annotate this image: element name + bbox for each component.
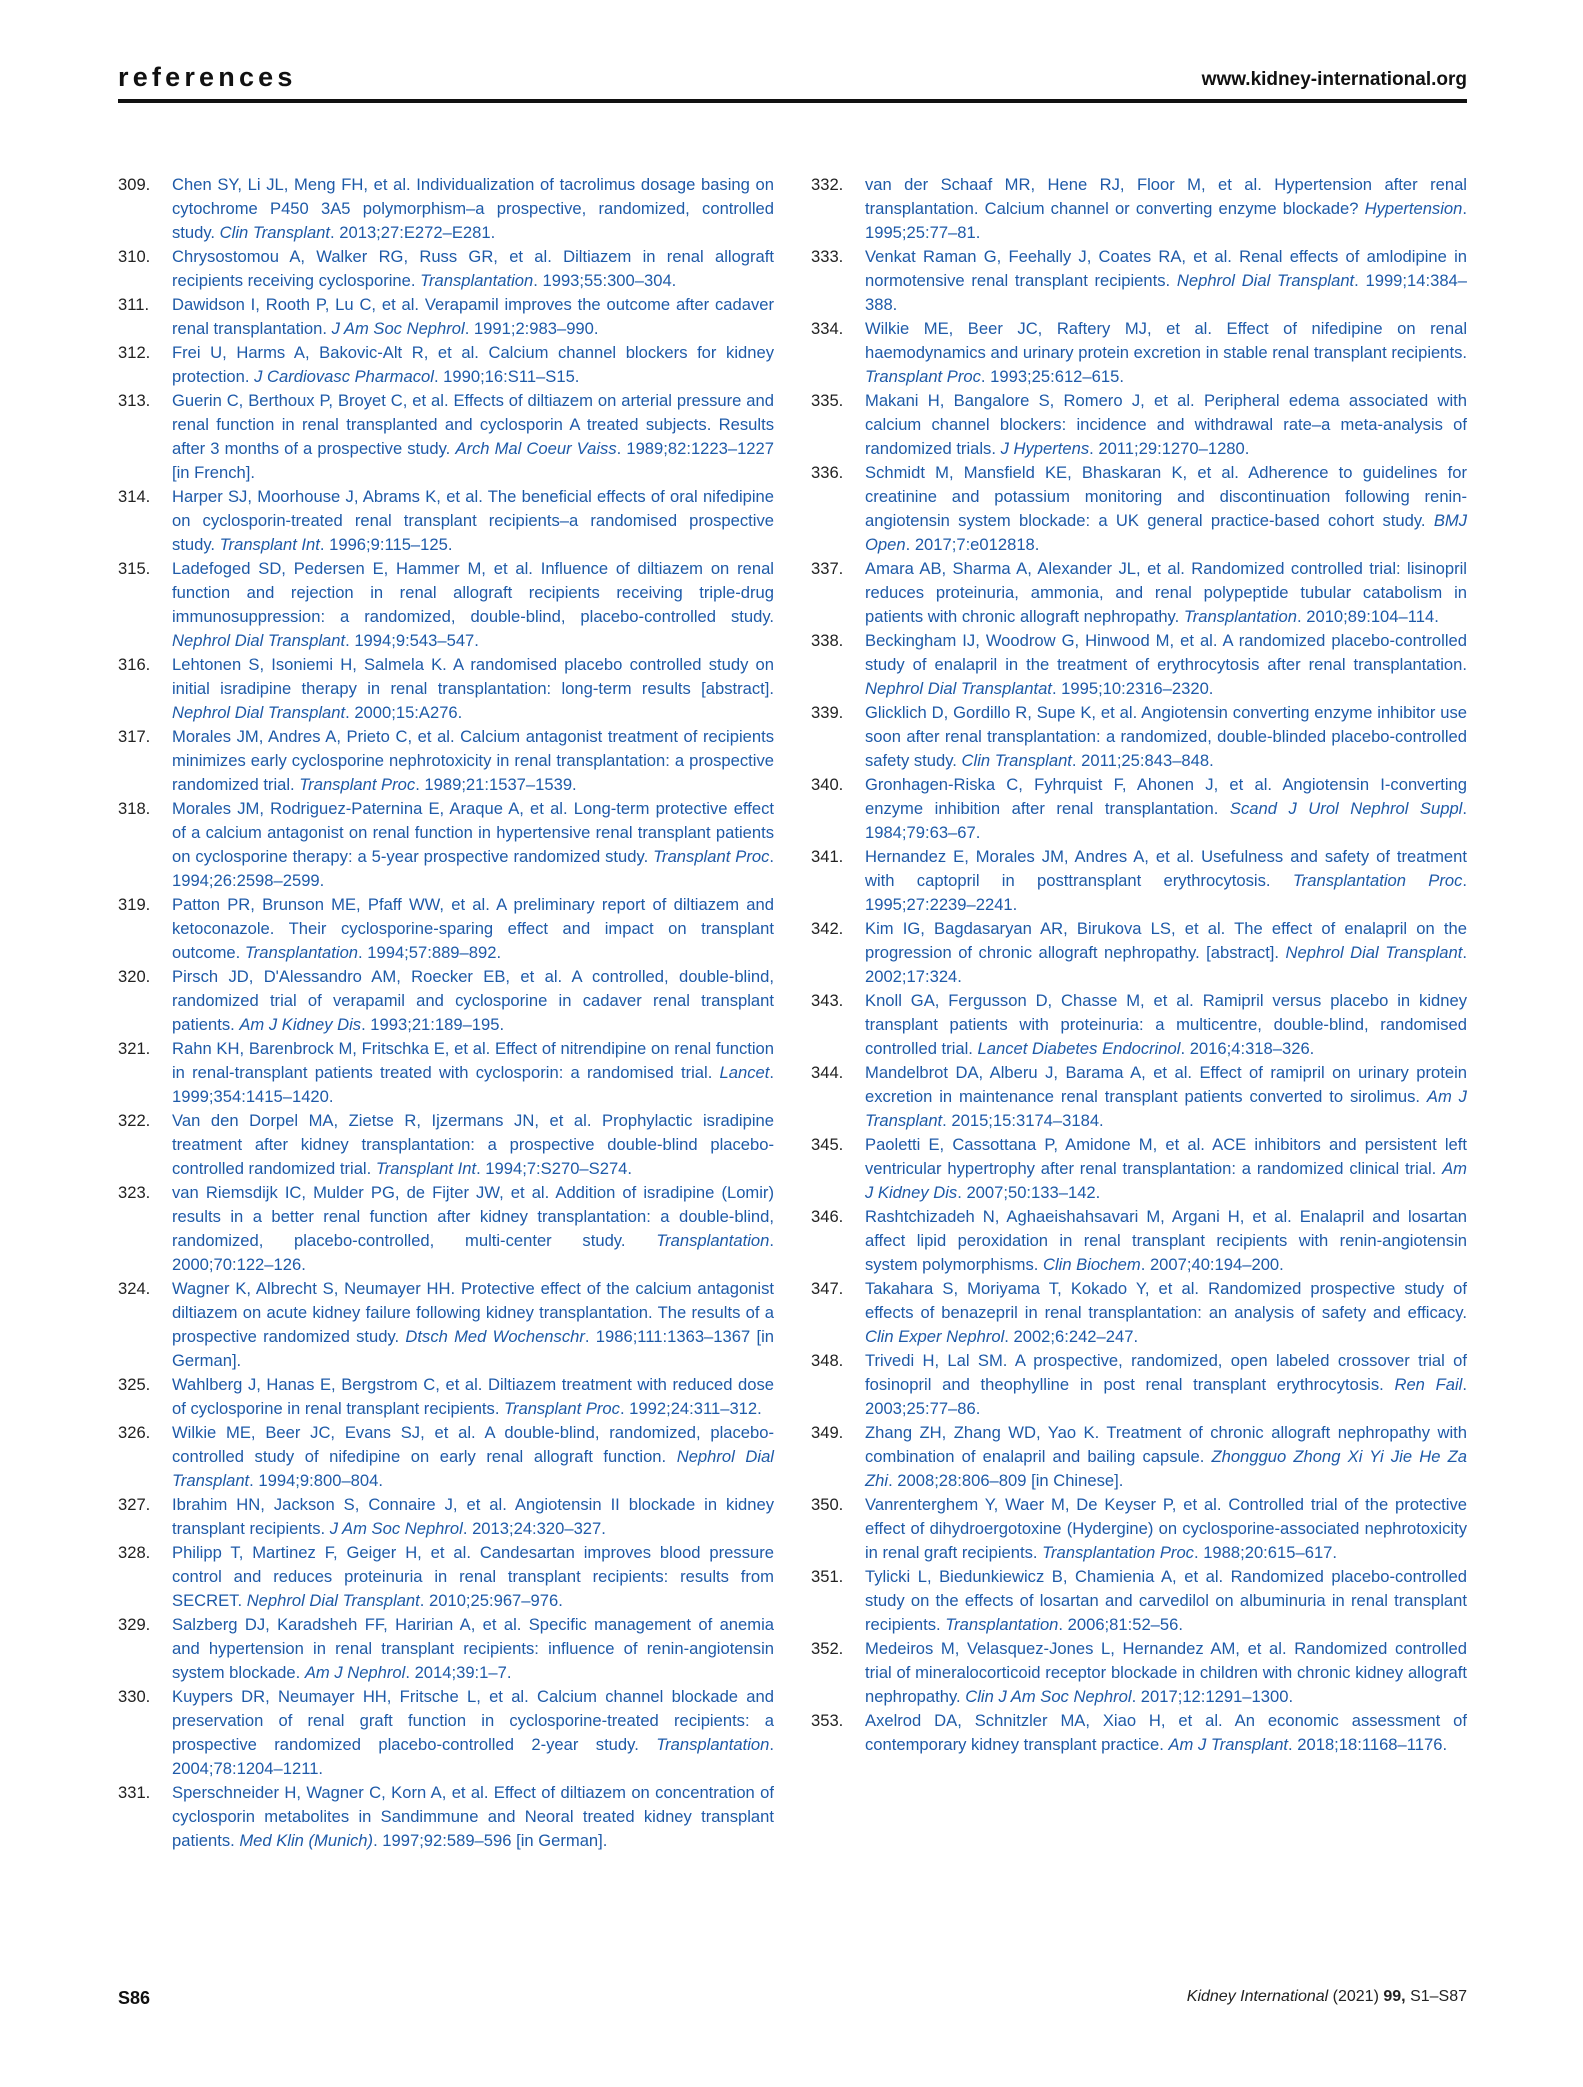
reference-link[interactable] xyxy=(172,1109,774,1181)
reference-journal: Am J Transplant xyxy=(865,1087,1467,1130)
page-header xyxy=(118,62,1467,102)
reference-details: . 1995;27:2239–2241. xyxy=(865,871,1467,914)
reference-item[interactable] xyxy=(118,1373,774,1421)
reference-item[interactable] xyxy=(811,701,1467,773)
journal-name: Kidney International xyxy=(1186,1988,1329,2005)
reference-journal: Dtsch Med Wochenschr xyxy=(405,1327,585,1346)
reference-journal: J Am Soc Nephrol xyxy=(331,319,465,338)
reference-details: . 2000;15:A276. xyxy=(345,703,463,722)
reference-number: 339. xyxy=(811,703,844,722)
reference-link[interactable] xyxy=(172,1181,774,1277)
reference-citation: Kuypers DR, Neumayer HH, Fritsche L, et al. Calcium channel blockade and preservation of renal graft function in cyclosporine-treated recipients: a prospective randomized placebo-controlled 2-year study. xyxy=(172,1687,774,1754)
reference-number: 342. xyxy=(811,919,844,938)
reference-number: 334. xyxy=(811,319,844,338)
reference-link[interactable] xyxy=(865,245,1467,317)
reference-citation: Vanrenterghem Y, Waer M, De Keyser P, et al. Controlled trial of the protective effect of dihydroergotoxine (Hydergine) on cyclosporine-associated nephrotoxicity in renal graft recipients. xyxy=(865,1495,1467,1562)
reference-item[interactable] xyxy=(118,797,774,893)
reference-link[interactable] xyxy=(172,653,774,725)
reference-number: 353. xyxy=(811,1711,844,1730)
reference-details: . 2007;50:133–142. xyxy=(957,1183,1101,1202)
reference-citation: Glicklich D, Gordillo R, Supe K, et al. Angiotensin converting enzyme inhibitor use soon after renal transplantation: a randomized, double-blinded placebo-controlled safety study. xyxy=(865,703,1467,770)
reference-item[interactable] xyxy=(811,1493,1467,1565)
reference-item[interactable] xyxy=(811,317,1467,389)
reference-item[interactable] xyxy=(811,389,1467,461)
reference-details: . 2011;25:843–848. xyxy=(1071,751,1214,770)
reference-number: 340. xyxy=(811,775,844,794)
reference-number: 347. xyxy=(811,1279,844,1298)
references-column-left xyxy=(118,173,774,1853)
reference-journal: Clin J Am Soc Nephrol xyxy=(965,1687,1132,1706)
reference-journal: Transplantation xyxy=(945,1615,1059,1634)
reference-item[interactable] xyxy=(811,1637,1467,1709)
reference-details: . 2010;25:967–976. xyxy=(419,1591,563,1610)
reference-item[interactable] xyxy=(118,1277,774,1373)
reference-details: . 1993;25:612–615. xyxy=(980,367,1124,386)
reference-journal: Hypertension xyxy=(1364,199,1463,218)
reference-journal: Nephrol Dial Transplant xyxy=(172,631,346,650)
reference-details: . 1986;111:1363–1367 [in German]. xyxy=(172,1327,774,1370)
reference-journal: Am J Nephrol xyxy=(304,1663,406,1682)
reference-citation: Wilkie ME, Beer JC, Evans SJ, et al. A double-blind, randomized, placebo-controlled study of nifedipine on early renal allograft function. xyxy=(172,1423,774,1466)
reference-item[interactable] xyxy=(118,1541,774,1613)
reference-details: . 2006;81:52–56. xyxy=(1058,1615,1183,1634)
reference-citation: Knoll GA, Fergusson D, Chasse M, et al. Ramipril versus placebo in kidney transplant patients with proteinuria: a multicentre, double-blind, randomised controlled trial. xyxy=(865,991,1467,1058)
reference-details: . 1995;25:77–81. xyxy=(865,199,1467,242)
reference-citation: van Riemsdijk IC, Mulder PG, de Fijter JW, et al. Addition of isradipine (Lomir) results in a better renal function after kidney transplantation: a double-blind, randomized, placebo-controlled, multi-center study. xyxy=(172,1183,774,1250)
reference-number: 336. xyxy=(811,463,844,482)
reference-citation: Rashtchizadeh N, Aghaeishahsavari M, Argani H, et al. Enalapril and losartan affect lipid peroxidation in renal transplant recipients with renin-angiotensin system polymorphisms. xyxy=(865,1207,1467,1274)
reference-link[interactable] xyxy=(172,173,774,245)
reference-number: 348. xyxy=(811,1351,844,1370)
reference-number: 327. xyxy=(118,1495,151,1514)
reference-citation: Kim IG, Bagdasaryan AR, Birukova LS, et al. The effect of enalapril on the progression of chronic allograft nephropathy. [abstract]. xyxy=(865,919,1467,962)
reference-item[interactable] xyxy=(811,845,1467,917)
reference-link[interactable] xyxy=(865,1061,1467,1133)
reference-citation: Gronhagen-Riska C, Fyhrquist F, Ahonen J, et al. Angiotensin I-converting enzyme inhibition after renal transplantation. xyxy=(865,775,1467,818)
reference-journal: Clin Biochem xyxy=(1042,1255,1141,1274)
reference-details: . 1984;79:63–67. xyxy=(865,799,1467,842)
reference-item[interactable] xyxy=(118,653,774,725)
journal-pages: S1–S87 xyxy=(1410,1988,1467,2005)
reference-number: 335. xyxy=(811,391,844,410)
reference-journal: J Hypertens xyxy=(1000,439,1090,458)
reference-citation: Chrysostomou A, Walker RG, Russ GR, et al. Diltiazem in renal allograft recipients receiving cyclosporine. xyxy=(172,247,774,290)
reference-details: . 2017;12:1291–1300. xyxy=(1131,1687,1294,1706)
reference-link[interactable] xyxy=(865,1349,1467,1421)
reference-link[interactable] xyxy=(865,917,1467,989)
reference-number: 328. xyxy=(118,1543,151,1562)
reference-item[interactable] xyxy=(118,341,774,389)
reference-item[interactable] xyxy=(811,989,1467,1061)
reference-details: . 2003;25:77–86. xyxy=(865,1375,1467,1418)
reference-journal: Transplant Int xyxy=(219,535,320,554)
reference-link[interactable] xyxy=(172,1037,774,1109)
reference-citation: Philipp T, Martinez F, Geiger H, et al. Candesartan improves blood pressure control and reduces proteinuria in renal transplant recipients: results from SECRET. xyxy=(172,1543,774,1610)
reference-item[interactable] xyxy=(811,1061,1467,1133)
reference-number: 337. xyxy=(811,559,844,578)
reference-citation: Trivedi H, Lal SM. A prospective, randomized, open labeled crossover trial of fosinopril and theophylline in post renal transplant erythrocytosis. xyxy=(865,1351,1467,1394)
reference-number: 331. xyxy=(118,1783,151,1802)
reference-journal: Transplant Proc xyxy=(299,775,416,794)
reference-citation: Zhang ZH, Zhang WD, Yao K. Treatment of chronic allograft nephropathy with combination of enalapril and bailing capsule. xyxy=(865,1423,1467,1466)
reference-details: . 1995;10:2316–2320. xyxy=(1051,679,1214,698)
reference-journal: Nephrol Dial Transplant xyxy=(172,1447,774,1490)
reference-journal: Zhongguo Zhong Xi Yi Jie He Za Zhi xyxy=(865,1447,1467,1490)
reference-item[interactable] xyxy=(118,389,774,485)
reference-number: 326. xyxy=(118,1423,151,1442)
reference-link[interactable] xyxy=(865,461,1467,557)
reference-details: . 1988;20:615–617. xyxy=(1193,1543,1338,1562)
reference-item[interactable] xyxy=(118,965,774,1037)
reference-link[interactable] xyxy=(172,1277,774,1373)
reference-item[interactable] xyxy=(118,1037,774,1109)
reference-link[interactable] xyxy=(172,341,774,389)
reference-number: 311. xyxy=(118,295,150,314)
reference-link[interactable] xyxy=(172,485,774,557)
reference-link[interactable] xyxy=(172,389,774,485)
reference-journal: Am J Kidney Dis xyxy=(239,1015,362,1034)
reference-details: . 2013;27:E272–E281. xyxy=(330,223,496,242)
journal-volume: 99, xyxy=(1383,1988,1406,2005)
reference-citation: Wilkie ME, Beer JC, Raftery MJ, et al. Effect of nifedipine on renal haemodynamics and urinary protein excretion in stable renal transplant recipients. xyxy=(865,319,1467,362)
reference-number: 329. xyxy=(118,1615,151,1634)
reference-details: . 2002;6:242–247. xyxy=(1004,1327,1139,1346)
reference-link[interactable] xyxy=(865,1205,1467,1277)
reference-number: 332. xyxy=(811,175,844,194)
reference-journal: Clin Transplant xyxy=(219,223,331,242)
reference-journal: Transplantation xyxy=(1183,607,1298,626)
reference-journal: Ren Fail xyxy=(1394,1375,1463,1394)
reference-number: 346. xyxy=(811,1207,844,1226)
reference-item[interactable] xyxy=(118,245,774,293)
reference-citation: van der Schaaf MR, Hene RJ, Floor M, et al. Hypertension after renal transplantation. Calcium channel or converting enzyme blockade? xyxy=(865,175,1467,218)
reference-citation: Tylicki L, Biedunkiewicz B, Chamienia A, et al. Randomized placebo-controlled study on the effects of losartan and carvedilol on albuminuria in renal transplant recipients. xyxy=(865,1567,1467,1634)
reference-journal: Transplant Proc xyxy=(504,1399,620,1418)
reference-item[interactable] xyxy=(811,557,1467,629)
reference-citation: Paoletti E, Cassottana P, Amidone M, et al. ACE inhibitors and persistent left ventricular hypertrophy after renal transplantation: a randomized clinical trial. xyxy=(865,1135,1467,1178)
reference-details: . 2008;28:806–809 [in Chinese]. xyxy=(888,1471,1124,1490)
reference-number: 313. xyxy=(118,391,151,410)
reference-details: . 2017;7:e012818. xyxy=(905,535,1040,554)
reference-item[interactable] xyxy=(118,557,774,653)
reference-citation: Amara AB, Sharma A, Alexander JL, et al. Randomized controlled trial: lisinopril reduces proteinuria, ammonia, and renal polypeptide tubular catabolism in patients with chronic allograft nephropathy. xyxy=(865,559,1467,626)
reference-link[interactable] xyxy=(172,1493,774,1541)
reference-journal: Transplantation xyxy=(420,271,534,290)
reference-journal: Nephrol Dial Transplant xyxy=(172,703,346,722)
reference-item[interactable] xyxy=(811,173,1467,245)
reference-journal: Nephrol Dial Transplant xyxy=(246,1591,420,1610)
reference-citation: Hernandez E, Morales JM, Andres A, et al. Usefulness and safety of treatment with captopril in posttransplant erythrocytosis. xyxy=(865,847,1467,890)
reference-details: . 1989;21:1537–1539. xyxy=(415,775,577,794)
reference-citation: Patton PR, Brunson ME, Pfaff WW, et al. A preliminary report of diltiazem and ketoconazole. Their cyclosporine-sparing effect and impact on transplant outcome. xyxy=(172,895,774,962)
reference-link[interactable] xyxy=(172,245,774,293)
reference-details: . 1994;9:800–804. xyxy=(249,1471,383,1490)
reference-item[interactable] xyxy=(811,773,1467,845)
reference-citation: Axelrod DA, Schnitzler MA, Xiao H, et al. An economic assessment of contemporary kidney transplant practice. xyxy=(865,1711,1467,1754)
reference-details: . 1991;2:983–990. xyxy=(464,319,599,338)
reference-link[interactable] xyxy=(865,629,1467,701)
reference-details: . 1994;9:543–547. xyxy=(345,631,479,650)
reference-journal: Transplant Proc xyxy=(865,367,981,386)
reference-link[interactable] xyxy=(172,725,774,797)
reference-link[interactable] xyxy=(865,1133,1467,1205)
reference-number: 316. xyxy=(118,655,151,674)
reference-citation: Van den Dorpel MA, Zietse R, Ijzermans JN, et al. Prophylactic isradipine treatment after kidney transplantation: a prospective double-blind placebo-controlled randomized trial. xyxy=(172,1111,774,1178)
reference-link[interactable] xyxy=(865,989,1467,1061)
reference-item[interactable] xyxy=(811,1205,1467,1277)
reference-item[interactable] xyxy=(811,1565,1467,1637)
reference-citation: Salzberg DJ, Karadsheh FF, Haririan A, et al. Specific management of anemia and hypertension in renal transplant recipients: influence of renin-angiotensin system blockade. xyxy=(172,1615,774,1682)
reference-link[interactable] xyxy=(865,701,1467,773)
reference-citation: Mandelbrot DA, Alberu J, Barama A, et al. Effect of ramipril on urinary protein excretion in maintenance renal transplant patients converted to sirolimus. xyxy=(865,1063,1467,1106)
site-url-link[interactable]: www.kidney-international.org xyxy=(1201,69,1467,90)
reference-details: . 2014;39:1–7. xyxy=(405,1663,512,1682)
reference-citation: Venkat Raman G, Feehally J, Coates RA, et al. Renal effects of amlodipine in normotensive renal transplant recipients. xyxy=(865,247,1467,290)
reference-number: 325. xyxy=(118,1375,151,1394)
reference-journal: Am J Kidney Dis xyxy=(865,1159,1467,1202)
reference-link[interactable] xyxy=(865,1565,1467,1637)
reference-details: . 1997;92:589–596 [in German]. xyxy=(373,1831,608,1850)
reference-citation: Pirsch JD, D'Alessandro AM, Roecker EB, et al. A controlled, double-blind, randomized trial of verapamil and cyclosporine in cadaver renal transplant patients. xyxy=(172,967,774,1034)
reference-number: 319. xyxy=(118,895,151,914)
reference-citation: Guerin C, Berthoux P, Broyet C, et al. Effects of diltiazem on arterial pressure and renal function in renal transplanted and cyclosporin A treated subjects. Results after 3 months of a prospective study. xyxy=(172,391,774,458)
reference-details: . 1992;24:311–312. xyxy=(619,1399,762,1418)
reference-citation: Dawidson I, Rooth P, Lu C, et al. Verapamil improves the outcome after cadaver renal transplantation. xyxy=(172,295,774,338)
reference-number: 333. xyxy=(811,247,844,266)
reference-item[interactable] xyxy=(118,725,774,797)
reference-item[interactable] xyxy=(118,1685,774,1781)
reference-citation: Schmidt M, Mansfield KE, Bhaskaran K, et al. Adherence to guidelines for creatinine and potassium monitoring and discontinuation following renin-angiotensin system blockade: a UK general practice-based cohort study. xyxy=(865,463,1467,530)
reference-number: 343. xyxy=(811,991,844,1010)
reference-citation: Chen SY, Li JL, Meng FH, et al. Individualization of tacrolimus dosage basing on cytochrome P450 3A5 polymorphism–a prospective, randomized, controlled study. xyxy=(172,175,774,242)
reference-number: 321. xyxy=(118,1039,151,1058)
reference-journal: Scand J Urol Nephrol Suppl xyxy=(1229,799,1463,818)
reference-link[interactable] xyxy=(172,1421,774,1493)
reference-citation: Morales JM, Andres A, Prieto C, et al. Calcium antagonist treatment of recipients minimizes early cyclosporine nephrotoxicity in renal transplantation: a prospective randomized trial. xyxy=(172,727,774,794)
reference-link[interactable] xyxy=(172,893,774,965)
reference-journal: Transplantation xyxy=(656,1231,770,1250)
reference-details: . 1996;9:115–125. xyxy=(319,535,453,554)
reference-journal: Nephrol Dial Transplant xyxy=(1176,271,1355,290)
reference-item[interactable] xyxy=(811,917,1467,989)
reference-item[interactable] xyxy=(118,1613,774,1685)
reference-link[interactable] xyxy=(172,965,774,1037)
reference-citation: Rahn KH, Barenbrock M, Fritschka E, et al. Effect of nitrendipine on renal function in renal-transplant patients treated with cyclosporin: a randomised trial. xyxy=(172,1039,774,1082)
reference-link[interactable] xyxy=(865,1493,1467,1565)
reference-link[interactable] xyxy=(865,173,1467,245)
reference-details: . 2018;18:1168–1176. xyxy=(1288,1735,1448,1754)
reference-details: . 2011;29:1270–1280. xyxy=(1089,439,1250,458)
reference-details: . 2007;40:194–200. xyxy=(1140,1255,1284,1274)
reference-number: 323. xyxy=(118,1183,151,1202)
reference-journal: Transplantation Proc xyxy=(1292,871,1463,890)
reference-journal: Nephrol Dial Transplant xyxy=(1285,943,1463,962)
reference-journal: J Cardiovasc Pharmacol xyxy=(254,367,434,386)
reference-journal: Clin Exper Nephrol xyxy=(865,1327,1005,1346)
reference-link[interactable] xyxy=(172,1685,774,1781)
reference-citation: Sperschneider H, Wagner C, Korn A, et al. Effect of diltiazem on concentration of cyclosporin metabolites in Sandimmune and Neoral treated kidney transplant patients. xyxy=(172,1783,774,1850)
reference-item[interactable] xyxy=(811,1277,1467,1349)
reference-details: . 1989;82:1223–1227 [in French]. xyxy=(172,439,774,482)
reference-number: 341. xyxy=(811,847,844,866)
reference-details: . 2002;17:324. xyxy=(865,943,1467,986)
reference-item[interactable] xyxy=(811,1133,1467,1205)
reference-item[interactable] xyxy=(118,293,774,341)
reference-link[interactable] xyxy=(172,293,774,341)
reference-citation: Medeiros M, Velasquez-Jones L, Hernandez AM, et al. Randomized controlled trial of mineralocorticoid receptor blockade in children with chronic kidney allograft nephropathy. xyxy=(865,1639,1467,1706)
reference-link[interactable] xyxy=(172,1541,774,1613)
reference-link[interactable] xyxy=(172,1781,774,1853)
reference-journal: Clin Transplant xyxy=(961,751,1072,770)
reference-citation: Makani H, Bangalore S, Romero J, et al. Peripheral edema associated with calcium channel blockers: incidence and withdrawal rate–a meta-analysis of randomized trials. xyxy=(865,391,1467,458)
reference-citation: Ladefoged SD, Pedersen E, Hammer M, et al. Influence of diltiazem on renal function and rejection in renal allograft recipients receiving triple-drug immunosuppression: a randomized, double-blind, placebo-controlled study. xyxy=(172,559,774,626)
reference-citation: Wagner K, Albrecht S, Neumayer HH. Protective effect of the calcium antagonist diltiazem on acute kidney failure following kidney transplantation. The results of a prospective randomized study. xyxy=(172,1279,774,1346)
reference-journal: BMJ Open xyxy=(865,511,1467,554)
reference-number: 314. xyxy=(118,487,151,506)
reference-item[interactable] xyxy=(118,1181,774,1277)
reference-journal: Transplantation Proc xyxy=(1042,1543,1194,1562)
reference-journal: Arch Mal Coeur Vaiss xyxy=(455,439,617,458)
reference-link[interactable] xyxy=(865,1421,1467,1493)
reference-details: . 1994;7:S270–S274. xyxy=(476,1159,633,1178)
reference-journal: Transplant Int xyxy=(375,1159,477,1178)
reference-item[interactable] xyxy=(118,485,774,557)
reference-citation: Takahara S, Moriyama T, Kokado Y, et al. Randomized prospective study of effects of benazepril in renal transplantation: an analysis of safety and efficacy. xyxy=(865,1279,1467,1322)
reference-journal: Lancet Diabetes Endocrinol xyxy=(977,1039,1181,1058)
reference-citation: Morales JM, Rodriguez-Paternina E, Araque A, et al. Long-term protective effect of a calcium antagonist on renal function in hypertensive renal transplant patients on cyclosporine therapy: a 5-year prospective randomized study. xyxy=(172,799,774,866)
reference-link[interactable] xyxy=(172,797,774,893)
reference-details: . 2016;4:318–326. xyxy=(1180,1039,1315,1058)
reference-item[interactable] xyxy=(811,461,1467,557)
reference-journal: Nephrol Dial Transplantat xyxy=(865,679,1052,698)
reference-number: 324. xyxy=(118,1279,151,1298)
journal-citation xyxy=(1187,1988,1467,2006)
reference-details: . 1994;26:2598–2599. xyxy=(172,847,775,890)
reference-link[interactable] xyxy=(172,1613,774,1685)
reference-link[interactable] xyxy=(865,845,1467,917)
reference-item[interactable] xyxy=(811,629,1467,701)
reference-link[interactable] xyxy=(865,773,1467,845)
reference-number: 315. xyxy=(118,559,151,578)
reference-link[interactable] xyxy=(865,1277,1467,1349)
page-number: S86 xyxy=(118,1988,151,2008)
reference-citation: Lehtonen S, Isoniemi H, Salmela K. A randomised placebo controlled study on initial isradipine therapy in renal transplantation: long-term results [abstract]. xyxy=(172,655,774,698)
reference-link[interactable] xyxy=(865,1637,1467,1709)
reference-number: 349. xyxy=(811,1423,844,1442)
reference-number: 338. xyxy=(811,631,844,650)
reference-item[interactable] xyxy=(118,1421,774,1493)
reference-details: . 1999;14:384–388. xyxy=(865,271,1468,314)
reference-citation: Harper SJ, Moorhouse J, Abrams K, et al. The beneficial effects of oral nifedipine on cyclosporin-treated renal transplant recipients–a randomised prospective study. xyxy=(172,487,774,554)
reference-link[interactable] xyxy=(865,557,1467,629)
reference-citation: Ibrahim HN, Jackson S, Connaire J, et al. Angiotensin II blockade in kidney transplant recipients. xyxy=(172,1495,774,1538)
reference-number: 309. xyxy=(118,175,151,194)
reference-journal: J Am Soc Nephrol xyxy=(329,1519,463,1538)
reference-item[interactable] xyxy=(118,1781,774,1853)
reference-details: . 2010;89:104–114. xyxy=(1297,607,1439,626)
reference-details: . 2015;15:3174–3184. xyxy=(942,1111,1104,1130)
reference-number: 317. xyxy=(118,727,151,746)
reference-journal: Transplant Proc xyxy=(653,847,770,866)
reference-journal: Transplantation xyxy=(656,1735,770,1754)
references-column-right xyxy=(811,173,1467,1757)
reference-item[interactable] xyxy=(118,173,774,245)
reference-details: . 1994;57:889–892. xyxy=(358,943,502,962)
reference-citation: Beckingham IJ, Woodrow G, Hinwood M, et al. A randomized placebo-controlled study of enalapril in the treatment of erythrocytosis after renal transplantation. xyxy=(865,631,1467,674)
reference-link[interactable] xyxy=(172,1373,774,1421)
reference-details: . 1999;354:1415–1420. xyxy=(172,1063,774,1106)
reference-item[interactable] xyxy=(811,1421,1467,1493)
reference-journal: Am J Transplant xyxy=(1168,1735,1289,1754)
reference-link[interactable] xyxy=(172,557,774,653)
reference-number: 352. xyxy=(811,1639,844,1658)
reference-item[interactable] xyxy=(118,1109,774,1181)
reference-link[interactable] xyxy=(865,389,1467,461)
reference-item[interactable] xyxy=(811,1349,1467,1421)
reference-item[interactable] xyxy=(811,1709,1467,1757)
reference-number: 330. xyxy=(118,1687,151,1706)
reference-number: 320. xyxy=(118,967,151,986)
reference-citation: Wahlberg J, Hanas E, Bergstrom C, et al. Diltiazem treatment with reduced dose of cyclosporine in renal transplant recipients. xyxy=(172,1375,774,1418)
reference-details: . 2000;70:122–126. xyxy=(172,1231,774,1274)
reference-number: 350. xyxy=(811,1495,844,1514)
reference-number: 345. xyxy=(811,1135,844,1154)
reference-journal: Transplantation xyxy=(244,943,359,962)
reference-details: . 1990;16:S11–S15. xyxy=(433,367,580,386)
reference-journal: Lancet xyxy=(719,1063,770,1082)
reference-journal: Med Klin (Munich) xyxy=(239,1831,374,1850)
reference-details: . 1993;21:189–195. xyxy=(361,1015,505,1034)
reference-details: . 2013;24:320–327. xyxy=(462,1519,606,1538)
reference-number: 322. xyxy=(118,1111,151,1130)
reference-number: 318. xyxy=(118,799,151,818)
reference-item[interactable] xyxy=(118,893,774,965)
reference-item[interactable] xyxy=(118,1493,774,1541)
reference-details: . 1993;55:300–304. xyxy=(533,271,677,290)
journal-year: (2021) xyxy=(1332,1988,1379,2005)
reference-number: 344. xyxy=(811,1063,844,1082)
reference-number: 351. xyxy=(811,1567,844,1586)
reference-details: . 2004;78:1204–1211. xyxy=(172,1735,774,1778)
reference-citation: Frei U, Harms A, Bakovic-Alt R, et al. Calcium channel blockers for kidney protection. xyxy=(172,343,774,386)
reference-number: 312. xyxy=(118,343,151,362)
reference-link[interactable] xyxy=(865,317,1467,389)
section-title: references xyxy=(118,62,297,92)
reference-number: 310. xyxy=(118,247,151,266)
header-divider xyxy=(118,99,1467,103)
reference-link[interactable] xyxy=(865,1709,1467,1757)
reference-item[interactable] xyxy=(811,245,1467,317)
